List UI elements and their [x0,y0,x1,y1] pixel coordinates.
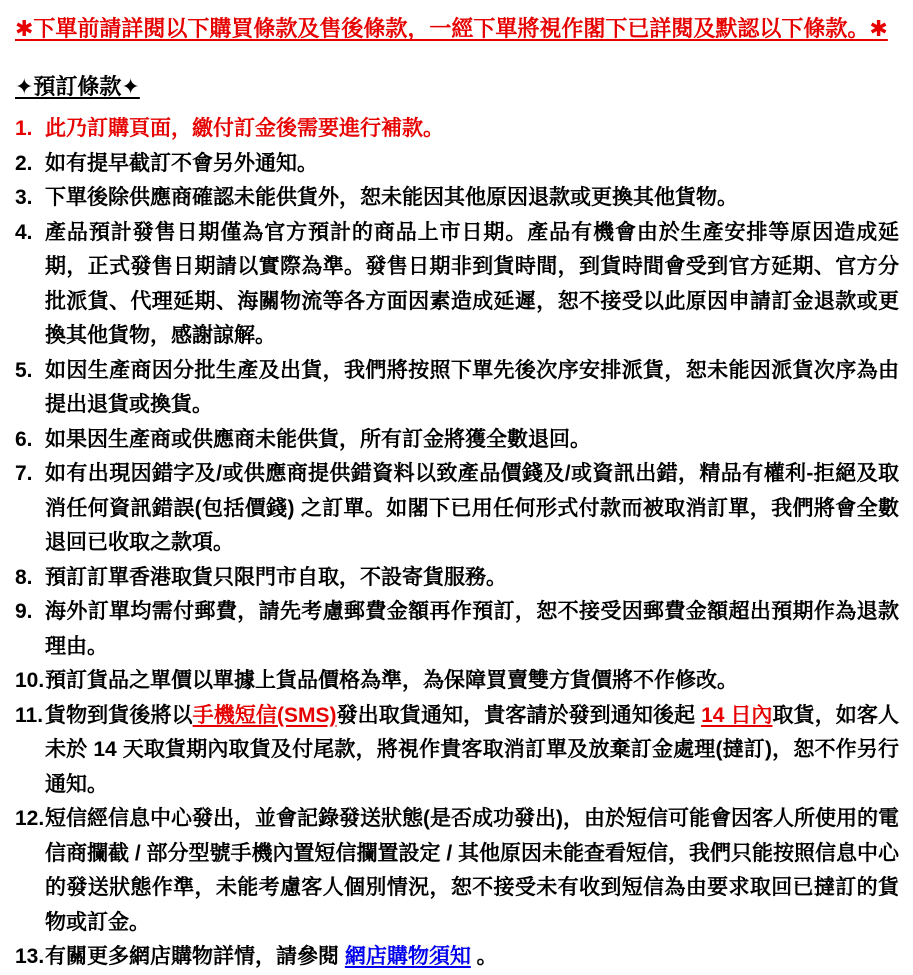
term-segment: 。 [470,945,498,968]
term-highlight: 手機短信(SMS) [192,703,337,727]
term-number: 8. [15,565,33,589]
term-segment: 如因生產商因分批生產及出貨，我們將按照下單先後次序安排派貨，恕未能因派貨次序為由提出退貨或換貨。 [45,358,899,416]
term-number: 7. [15,462,33,485]
term-segment: 產品預計發售日期僅為官方預計的商品上市日期。產品有機會由於生產安排等原因造成延期，正式發售日期請以實際為準。發售日期非到貨時間，到貨時間會受到官方延期、官方分批派貨、代理延期、海關物流等各方面因素造成延遲，恕不接受以此原因申請訂金退款或更換其他貨物，感謝諒解。 [45,220,899,347]
term-number: 1. [15,117,33,140]
term-item-1 [15,112,899,147]
preorder-terms-section-title: ✦預訂條款✦ [15,74,140,99]
term-segment: 發出取貨通知，貴客請於發到通知後起 [336,703,702,727]
term-number: 10. [15,669,45,692]
term-number: 13. [15,945,45,968]
term-number: 12. [15,807,45,830]
term-text [45,600,899,658]
term-text [45,117,444,140]
purchase-terms-warning: ✱下單前請詳閱以下購買條款及售後條款，一經下單將視作閣下已詳閱及默認以下條款。✱ [15,16,888,41]
term-segment: 如果因生產商或供應商未能供貨，所有訂金將獲全數退回。 [45,427,591,451]
term-text [45,152,318,175]
term-highlight: 14 日內 [701,703,773,727]
term-text [45,359,899,417]
term-segment: 預訂訂單香港取貨只限門市自取，不設寄貨服務。 [45,565,507,589]
term-segment: 取貨，如客人未於 14 天取貨期內取貨及付尾款，將視作貴客取消訂單及放棄訂金處理(撻訂)，恕不作另行通知。 [45,703,899,796]
term-segment: 下單後除供應商確認未能供貨外，恕未能因其他原因退款或更換其他貨物。 [45,186,738,209]
term-item-6 [15,423,899,458]
term-item-10 [15,664,899,699]
term-segment: 如有出現因錯字及/或供應商提供錯資料以致產品價錢及/或資訊出錯，精品有權利-拒絕及取消任何資訊錯誤(包括價錢) 之訂單。如閣下已用任何形式付款而被取消訂單，我們將會全數退回已收取之款項。 [45,462,899,554]
term-segment: 此乃訂購頁面，繳付訂金後需要進行補款。 [45,117,444,140]
term-item-3 [15,181,899,216]
term-item-13 [15,940,899,975]
term-text [45,945,498,968]
term-segment: 預訂貨品之單價以單據上貨品價格為準，為保障買賣雙方貨價將不作修改。 [45,669,738,692]
term-text [45,669,738,692]
term-text [45,704,899,796]
term-number: 6. [15,427,33,451]
term-text [45,186,738,209]
term-item-12 [15,802,899,940]
term-number: 9. [15,600,33,623]
term-segment: 短信經信息中心發出，並會記錄發送狀態(是否成功發出)，由於短信可能會因客人所使用的電信商攔截 / 部分型號手機內置短信攔置設定 / 其他原因未能查看短信，我們只能按照信息中心的發送狀態作準，未能考慮客人個別情況，恕不接受未有收到短信為由要求取回已撻訂的貨物或訂金。 [45,807,900,934]
term-segment: 海外訂單均需付郵費，請先考慮郵費金額再作預訂，恕不接受因郵費金額超出預期作為退款理由。 [45,600,899,658]
term-item-5 [15,354,899,423]
terms-list [15,112,899,975]
term-item-8 [15,561,899,596]
term-text [45,807,899,934]
term-item-9 [15,595,899,664]
term-text [45,462,899,554]
term-segment: 有關更多網店購物詳情，請參閱 [45,945,345,968]
term-number: 11. [15,703,44,727]
store-shopping-notice-link[interactable]: 網店購物須知 [344,945,471,968]
term-text [45,221,899,348]
term-number: 4. [15,220,33,244]
term-item-7 [15,457,899,561]
term-number: 2. [15,151,33,175]
term-item-4 [15,216,899,354]
term-number: 3. [15,186,33,209]
term-text [45,566,507,589]
term-segment: 如有提早截訂不會另外通知。 [45,151,318,175]
term-segment: 貨物到貨後將以 [45,703,193,727]
term-item-2 [15,147,899,182]
term-number: 5. [15,358,33,382]
term-text [45,428,591,451]
term-item-11 [15,699,899,803]
